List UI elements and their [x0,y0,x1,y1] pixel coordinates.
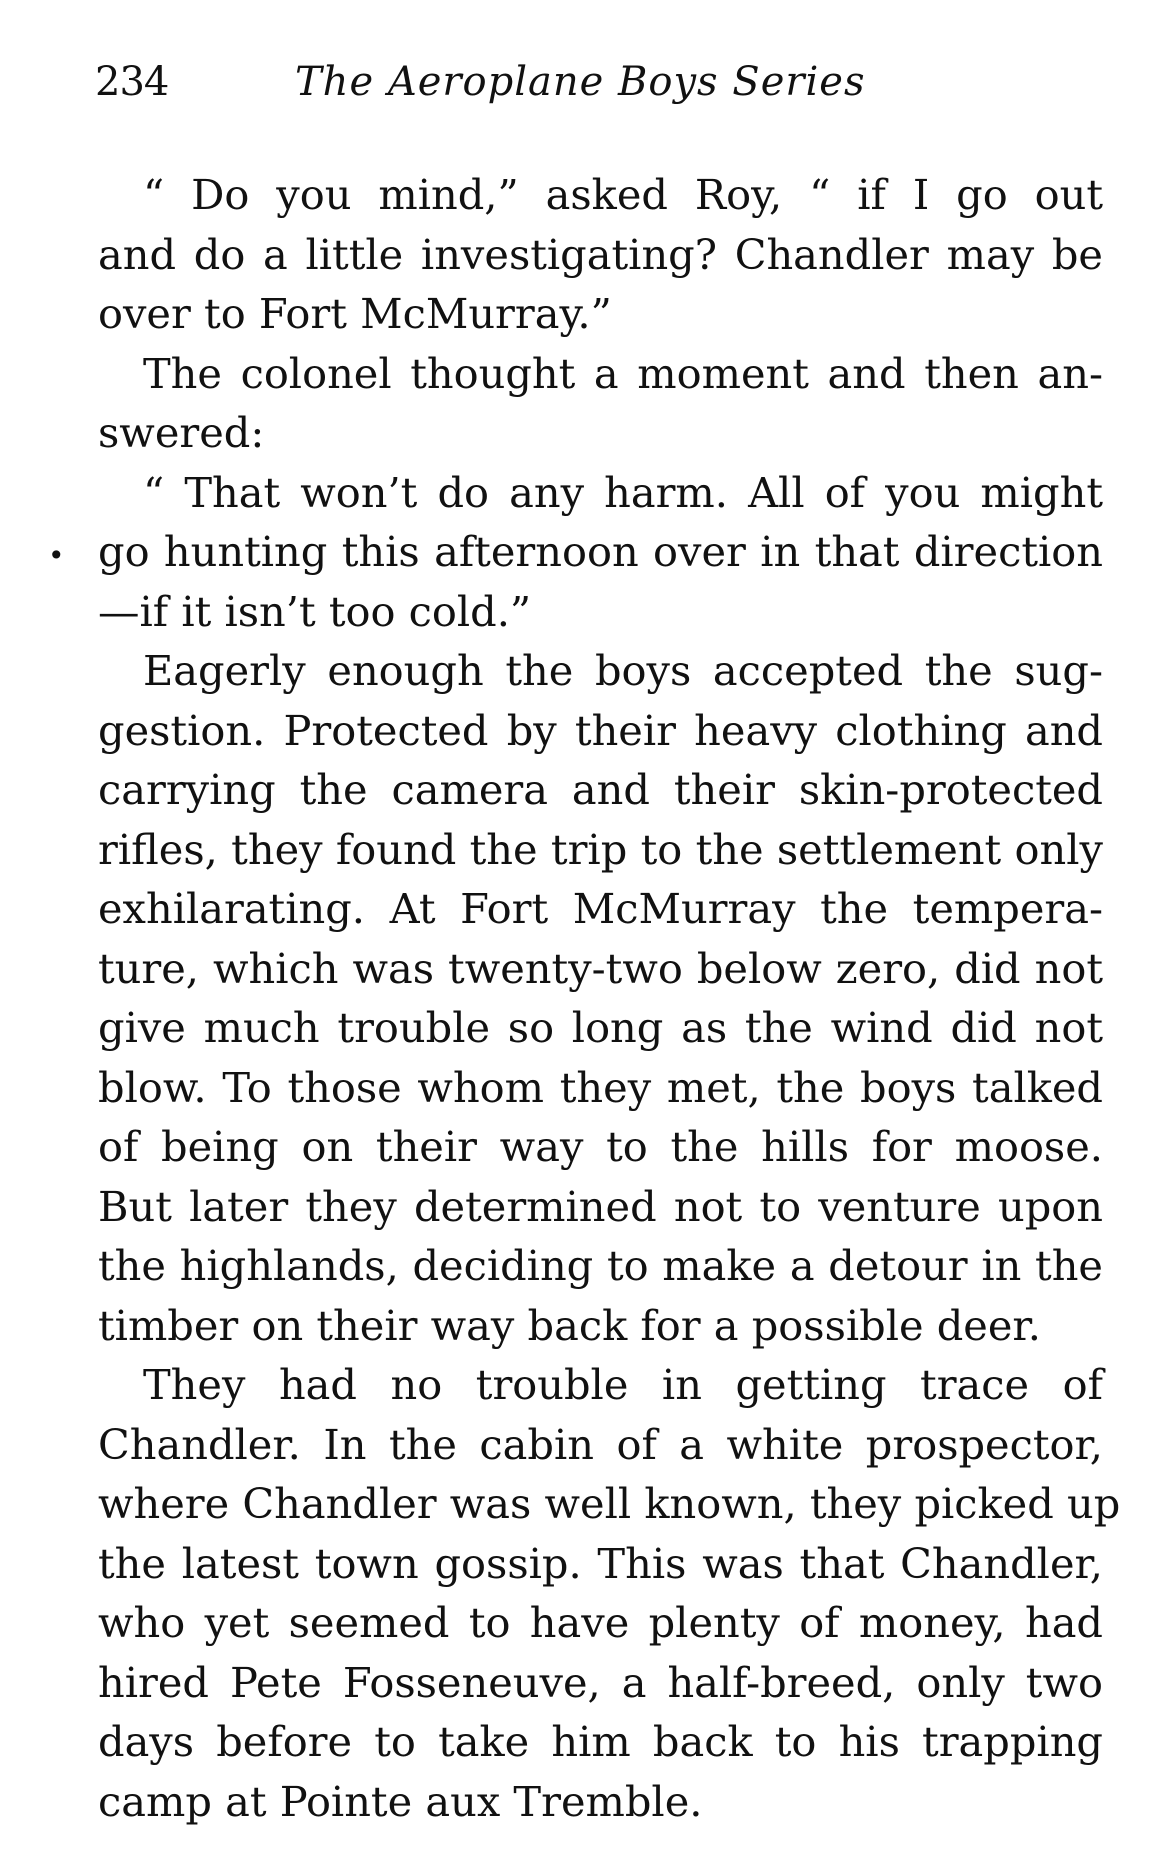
text-line: and do a little investigating? Chandler may be [98,229,1103,279]
text-line: But later they determined not to venture upon [98,1181,1103,1231]
text-line: “ Do you mind,” asked Roy, “ if I go out [143,170,1103,219]
text-line: over to Fort McMurray.” [98,289,612,338]
text-line: where Chandler was well known, they picked up [98,1479,1121,1528]
text-line: days before to take him back to his trapping [98,1717,1103,1766]
text-line: hired Pete Fosseneuve, a half-breed, only two [98,1657,1103,1707]
paragraph [98,344,1103,463]
page-number: 234 [95,59,169,105]
text-line: swered: [98,408,265,457]
paragraph [98,641,1103,1355]
text-line: carrying the camera and their skin-protected [98,765,1103,814]
text-line: the highlands, deciding to make a detour in the [98,1241,1103,1290]
paragraph [98,463,1103,642]
text-line: of being on their way to the hills for moose. [98,1122,1103,1171]
body-text [98,165,1121,1831]
text-line: exhilarating. At Fort McMurray the tempera- [98,884,1103,933]
margin-mark: • [48,539,65,572]
text-line: Chandler. In the cabin of a white prospector, [98,1419,1103,1469]
text-line: camp at Pointe aux Tremble. [98,1776,703,1826]
text-line: The colonel thought a moment and then an- [143,348,1103,398]
text-line: “ That won’t do any harm. All of you might [143,467,1103,517]
paragraph [98,1355,1121,1831]
paragraph [98,165,1103,344]
running-title: The Aeroplane Boys Series [295,59,866,105]
text-line: —if it isn’t too cold.” [98,586,532,636]
text-line: rifles, they found the trip to the settlement only [98,824,1103,874]
text-line: They had no trouble in getting trace of [143,1360,1103,1409]
text-line: who yet seemed to have plenty of money, had [98,1598,1103,1647]
text-line: blow. To those whom they met, the boys talked [98,1062,1103,1112]
running-head [95,52,955,112]
text-line: go hunting this afternoon over in that direction [98,527,1103,576]
text-line: gestion. Protected by their heavy clothing and [98,705,1103,755]
text-line: ture, which was twenty-two below zero, did not [98,943,1103,993]
text-line: give much trouble so long as the wind did not [98,1003,1103,1052]
text-line: timber on their way back for a possible deer. [98,1300,1041,1350]
text-line: Eagerly enough the boys accepted the sug- [143,646,1103,695]
text-line: the latest town gossip. This was that Chandler, [98,1538,1103,1588]
